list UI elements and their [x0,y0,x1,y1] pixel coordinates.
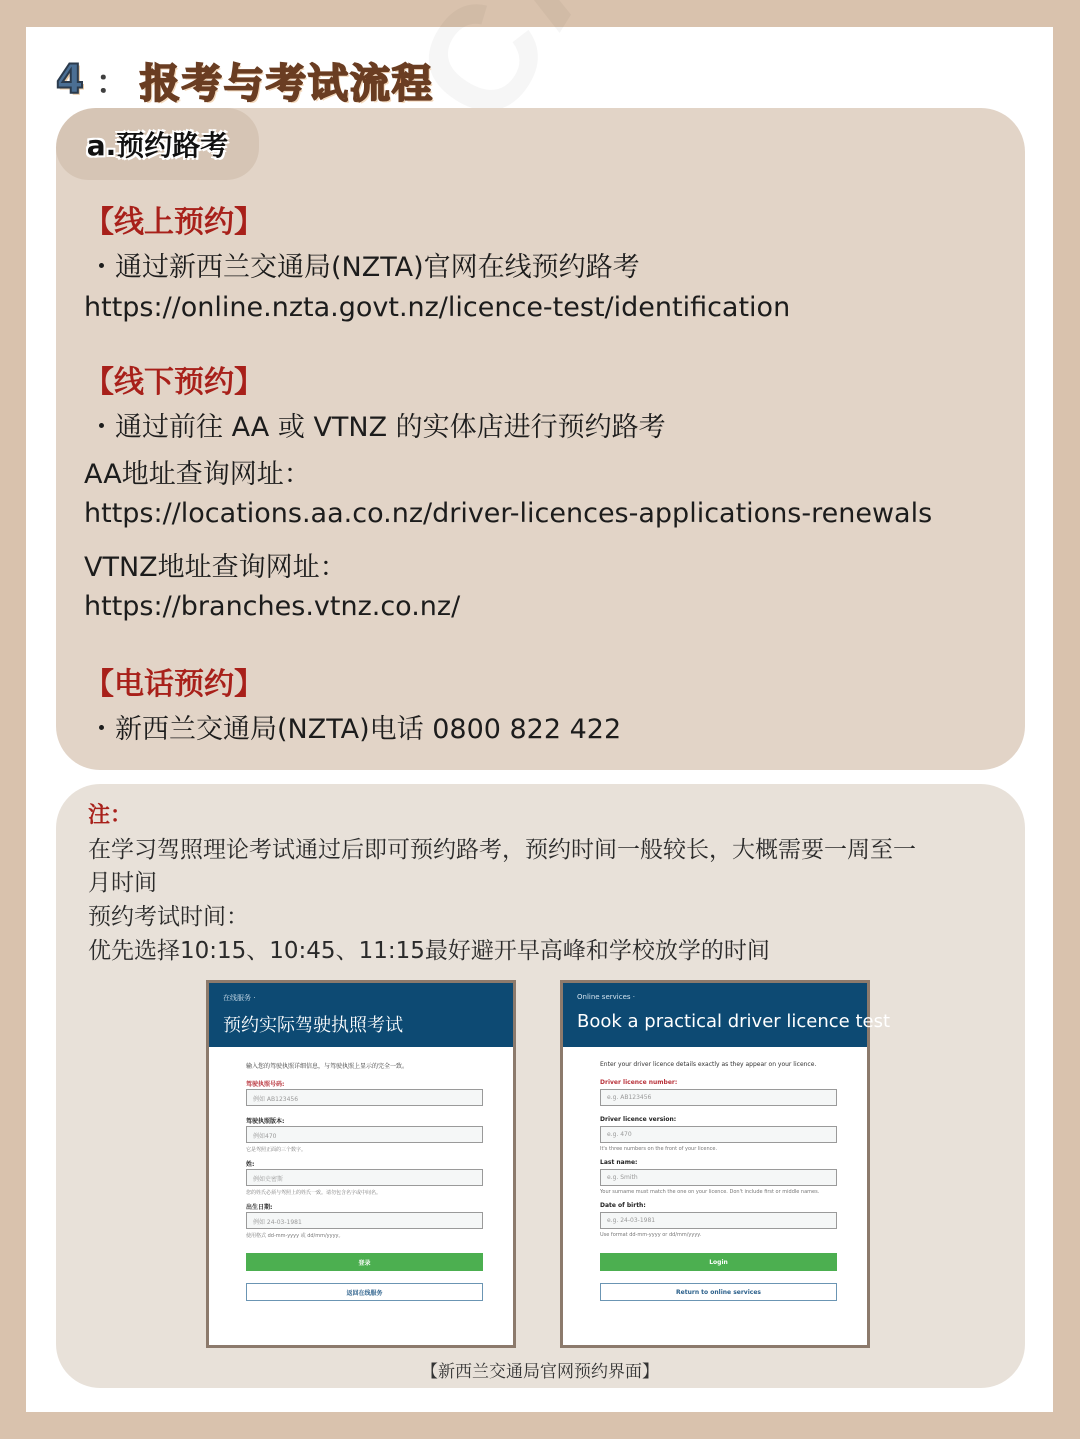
dob-input[interactable]: 例如 24-03-1981 [246,1212,483,1229]
title-number: 4 [56,57,84,103]
breadcrumb[interactable]: 在线服务 · [223,994,256,1002]
screenshot-chinese [206,980,516,1348]
login-button[interactable]: Login [600,1253,837,1271]
note-panel [56,784,1025,1388]
screenshot-english [560,980,891,1348]
return-button[interactable]: Return to online services [600,1283,837,1301]
licence-version-label: Driver licence version: [600,1116,677,1123]
last-name-label: Last name: [600,1159,638,1166]
dob-hint: Use format dd-mm-yyyy or dd/mm/yyyy. [600,1232,702,1238]
last-name-label: 姓: [246,1161,255,1168]
licence-number-input[interactable]: 例如 AB123456 [246,1089,483,1106]
section-tab-label: a.预约路考 [86,129,229,162]
form-intro: Enter your driver licence details exactly as they appear on your licence. [600,1061,817,1068]
dob-label: 出生日期: [246,1204,273,1211]
vtnz-label: VTNZ地址查询网址： [84,552,347,583]
dob-label: Date of birth: [600,1202,646,1209]
screenshot-header [209,983,513,1047]
licence-version-label: 驾驶执照版本: [246,1118,285,1125]
licence-version-hint: 它是驾照正面的三个数字。 [246,1147,307,1153]
phone-heading: 【电话预约】 [84,667,264,702]
offline-heading: 【线下预约】 [84,365,264,400]
breadcrumb[interactable]: Online services · [577,993,635,1001]
licence-form [246,1061,483,1301]
return-button[interactable]: 返回在线服务 [246,1283,483,1301]
last-name-hint: 您的姓氏必须与驾照上的姓氏一致。请勿包含名字或中间名。 [246,1190,382,1196]
note-line-3: 预约考试时间： [88,904,249,930]
note-line-1: 在学习驾照理论考试通过后即可预约路考，预约时间一般较长，大概需要一周至一 [88,837,916,863]
title-text: 报考与考试流程 [139,60,434,107]
licence-version-input[interactable]: 例如470 [246,1126,483,1143]
licence-version-hint: It's three numbers on the front of your licence. [600,1146,718,1152]
dob-input[interactable]: e.g. 24-03-1981 [600,1212,837,1229]
licence-number-label: 驾驶执照号码: [246,1081,285,1088]
last-name-hint: Your surname must match the one on your licence. Don't include first or middle names. [600,1189,820,1195]
screenshot-header [563,983,891,1047]
last-name-input[interactable]: 例如史密斯 [246,1169,483,1186]
note-heading: 注： [88,803,133,828]
last-name-input[interactable]: e.g. Smith [600,1169,837,1186]
online-bullet: ・通过新西兰交通局(NZTA)官网在线预约路考 [88,252,640,283]
licence-form [600,1061,837,1301]
form-intro: 输入您的驾驶执照详细信息，与驾驶执照上显示的完全一致。 [246,1063,409,1070]
section-tab [56,108,259,180]
screenshot-title: Book a practical driver licence test [577,1011,891,1032]
aa-label: AA地址查询网址： [84,459,311,490]
screenshot-title: 预约实际驾驶执照考试 [223,1015,403,1036]
note-line-4: 优先选择10:15、10:45、11:15最好避开早高峰和学校放学的时间 [88,938,770,964]
phone-bullet: ・新西兰交通局(NZTA)电话 0800 822 422 [88,714,622,745]
screenshot-caption: 【新西兰交通局官网预约界面】 [421,1362,659,1382]
licence-number-input[interactable]: e.g. AB123456 [600,1089,837,1106]
page-title [56,52,434,108]
aa-url[interactable]: https://locations.aa.co.nz/driver-licences-applications-renewals [84,498,933,529]
licence-version-input[interactable]: e.g. 470 [600,1126,837,1143]
licence-number-label: Driver licence number: [600,1079,678,1086]
offline-bullet: ・通过前往 AA 或 VTNZ 的实体店进行预约路考 [88,412,666,443]
title-colon: ： [95,63,128,101]
login-button[interactable]: 登录 [246,1253,483,1271]
online-heading: 【线上预约】 [84,205,264,240]
dob-hint: 使用格式 dd-mm-yyyy 或 dd/mm/yyyy。 [246,1233,344,1239]
note-line-2: 月时间 [88,870,157,896]
online-url[interactable]: https://online.nzta.govt.nz/licence-test/identification [84,292,791,323]
vtnz-url[interactable]: https://branches.vtnz.co.nz/ [84,591,461,622]
